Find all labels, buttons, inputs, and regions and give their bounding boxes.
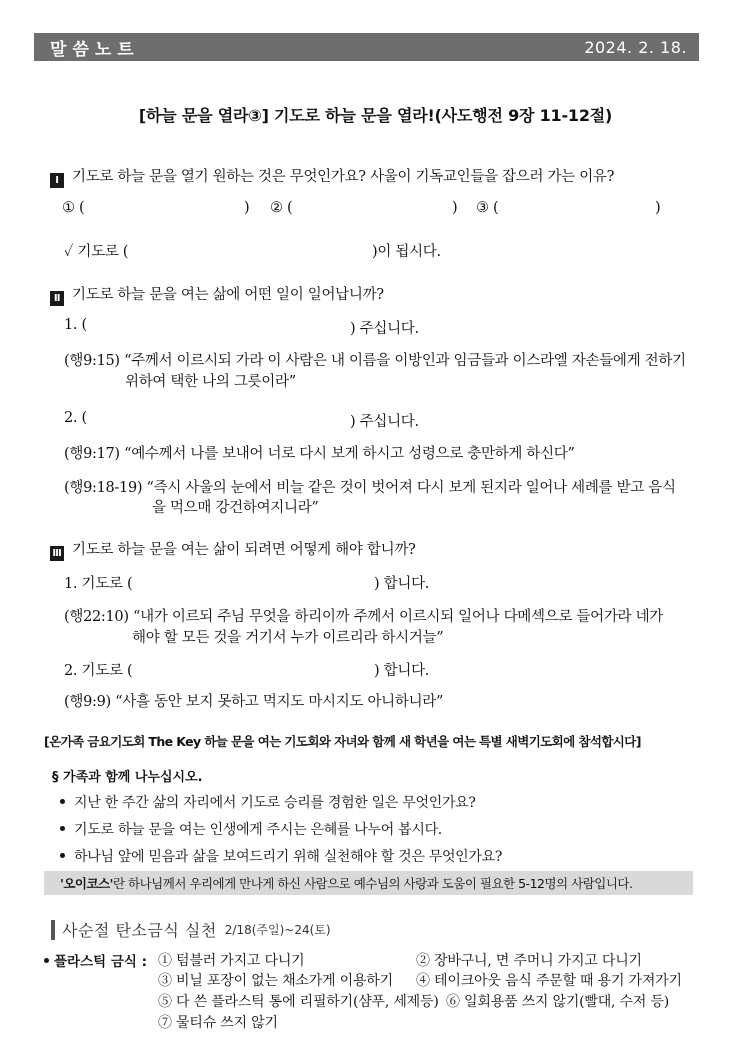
- section1-blank-3: [476, 200, 498, 216]
- heading-bar: [51, 920, 55, 940]
- section2-item1-suffix: [350, 317, 419, 338]
- section3-item1-suffix: [374, 572, 429, 593]
- item2-suffix: ) 합니다.: [374, 663, 430, 679]
- verse-text: “사흘 동안 보지 못하고 먹지도 마시지도 아니하니라”: [115, 694, 444, 710]
- fasting-item: ③ 비닐 포장이 없는 채소가게 이용하기: [158, 973, 393, 989]
- item2-prefix: 2. (: [64, 410, 87, 426]
- section2-item1: [64, 317, 87, 333]
- section1-blank-1: [62, 200, 84, 216]
- fasting-title: 사순절 탄소금식 실천: [62, 921, 217, 940]
- plastic-label-text: 플라스틱 금식 :: [54, 954, 148, 970]
- section1-check-suffix-line: [372, 240, 441, 261]
- section3-item2-suffix: [374, 659, 429, 680]
- section2-question: 기도로 하늘 문을 여는 삶에 어떤 일이 일어납니까?: [72, 287, 384, 303]
- fasting-item: ④ 테이크아웃 음식 주문할 때 용기 가져가기: [416, 973, 682, 989]
- section1-question-line: [50, 165, 614, 188]
- prayer-notice: [온가족 금요기도회 The Key 하늘 문을 여는 기도회와 자녀와 함께 새 학년을 여는 특별 새벽기도회에 참석합시다]: [44, 734, 641, 749]
- fasting-item: ⑥ 일회용품 쓰지 않기(빨대, 수저 등): [446, 994, 670, 1010]
- oikos-definition: [44, 871, 693, 895]
- section2-item2-suffix: [350, 410, 419, 431]
- section1-number: Ⅰ: [50, 173, 64, 188]
- share-item: [60, 846, 502, 866]
- section3-item2: [64, 659, 132, 680]
- section1-check-line: [64, 240, 128, 261]
- blank-1-close: ): [244, 200, 250, 216]
- fasting-item: ⑦ 물티슈 쓰지 않기: [158, 1015, 278, 1031]
- section3-item1: [64, 572, 132, 593]
- bullet-icon: [60, 799, 65, 804]
- section3-question: 기도로 하늘 문을 여는 삶이 되려면 어떻게 해야 합니까?: [72, 542, 416, 558]
- section1-blank-1-close: [244, 200, 249, 216]
- verse-ref: (행9:9): [64, 694, 111, 710]
- item2-prefix: 2. 기도로 (: [64, 663, 133, 679]
- item1-suffix: ) 주십니다.: [350, 321, 419, 337]
- section2-verse3: [64, 476, 676, 497]
- section3-number: Ⅲ: [50, 546, 64, 561]
- share-item-text: 지난 한 주간 삶의 자리에서 기도로 승리를 경험한 일은 무엇인가요?: [74, 795, 476, 811]
- section2-verse2: [64, 442, 575, 463]
- check-suffix: )이 됩시다.: [372, 244, 441, 260]
- verse-text: “즉시 사울의 눈에서 비늘 같은 것이 벗어져 다시 보게 된지라 일어나 세례를 받고 음식: [146, 480, 676, 496]
- share-title: § 가족과 함께 나누십시오.: [52, 770, 203, 785]
- verse-text: “예수께서 나를 보내어 너로 다시 보게 하시고 성령으로 충만하게 하신다”: [124, 446, 575, 462]
- section1-question: 기도로 하늘 문을 열기 원하는 것은 무엇인가요? 사울이 기독교인들을 잡으러 가는 이유?: [72, 169, 615, 185]
- blank-3-open: ③ (: [476, 200, 499, 216]
- section2-number: Ⅱ: [50, 291, 64, 306]
- blank-2-open: ② (: [270, 200, 293, 216]
- verse-text: “주께서 이르시되 가라 이 사람은 내 이름을 이방인과 임금들과 이스라엘 자손들에게 전하기: [124, 353, 686, 369]
- blank-3-close: ): [655, 200, 661, 216]
- item1-suffix: ) 합니다.: [374, 576, 430, 592]
- share-item-text: 하나님 앞에 믿음과 삶을 보여드리기 위해 실천해야 할 것은 무엇인가요?: [74, 849, 503, 865]
- oikos-term: '오이코스': [60, 876, 113, 891]
- section3-verse1-cont: [132, 626, 443, 647]
- section1-blank-3-close: [655, 200, 660, 216]
- section2-item2: [64, 410, 87, 426]
- section1-blank-2-close: [452, 200, 457, 216]
- verse-text: “내가 이르되 주님 무엇을 하리이까 주께서 이르시되 일어나 다메섹으로 들어가라 네가: [133, 609, 663, 625]
- plastic-label: [44, 950, 147, 970]
- blank-1-open: ① (: [62, 200, 85, 216]
- item2-suffix: ) 주십니다.: [350, 414, 419, 430]
- blank-2-close: ): [452, 200, 458, 216]
- verse-text-cont: 해야 할 모든 것을 거기서 누가 이르리라 하시거늘”: [132, 630, 444, 646]
- section2-verse1: [64, 349, 686, 370]
- fasting-item: ① 텀블러 가지고 다니기: [158, 953, 305, 969]
- section3-verse1: [64, 605, 663, 626]
- fasting-item: ② 장바구니, 면 주머니 가지고 다니기: [416, 953, 642, 969]
- item1-prefix: 1. 기도로 (: [64, 576, 133, 592]
- section2-question-line: [50, 283, 384, 306]
- bullet-icon: [60, 853, 65, 858]
- section3-question-line: [50, 538, 416, 561]
- section2-verse3-cont: [152, 496, 319, 517]
- oikos-text: 란 하나님께서 우리에게 만나게 하신 사람으로 예수님의 사랑과 도움이 필요한 5-12명의 사람입니다.: [112, 876, 633, 891]
- verse-ref: (행22:10): [64, 609, 129, 625]
- item1-prefix: 1. (: [64, 317, 87, 333]
- share-item: [60, 792, 476, 812]
- verse-ref: (행9:18-19): [64, 480, 143, 496]
- verse-ref: (행9:17): [64, 446, 120, 462]
- verse-text-cont: 을 먹으매 강건하여지니라”: [152, 500, 319, 516]
- verse-text-cont: 위하여 택한 나의 그릇이라”: [125, 374, 296, 390]
- fasting-heading: [51, 918, 331, 941]
- header-date: 2024. 2. 18.: [584, 37, 687, 57]
- section3-verse2: [64, 690, 443, 711]
- verse-ref: (행9:15): [64, 353, 120, 369]
- share-item-text: 기도로 하늘 문을 여는 인생에게 주시는 은혜를 나누어 봅시다.: [74, 822, 442, 838]
- bullet-icon: [60, 826, 65, 831]
- header-bar: [34, 33, 699, 61]
- fasting-item: ⑤ 다 쓴 플라스틱 통에 리필하기(샴푸, 세제등): [158, 994, 439, 1010]
- bullet-icon: [44, 958, 49, 963]
- header-title: 말씀노트: [50, 39, 140, 60]
- fasting-dates: 2/18(주일)~24(토): [224, 923, 331, 937]
- section1-blank-2: [270, 200, 292, 216]
- check-prefix: ✓ 기도로 (: [64, 244, 129, 260]
- section2-verse1-cont: [125, 370, 296, 391]
- sermon-title: [하늘 문을 열라③] 기도로 하늘 문을 열라!(사도행전 9장 11-12절): [138, 106, 613, 125]
- share-item: [60, 819, 442, 839]
